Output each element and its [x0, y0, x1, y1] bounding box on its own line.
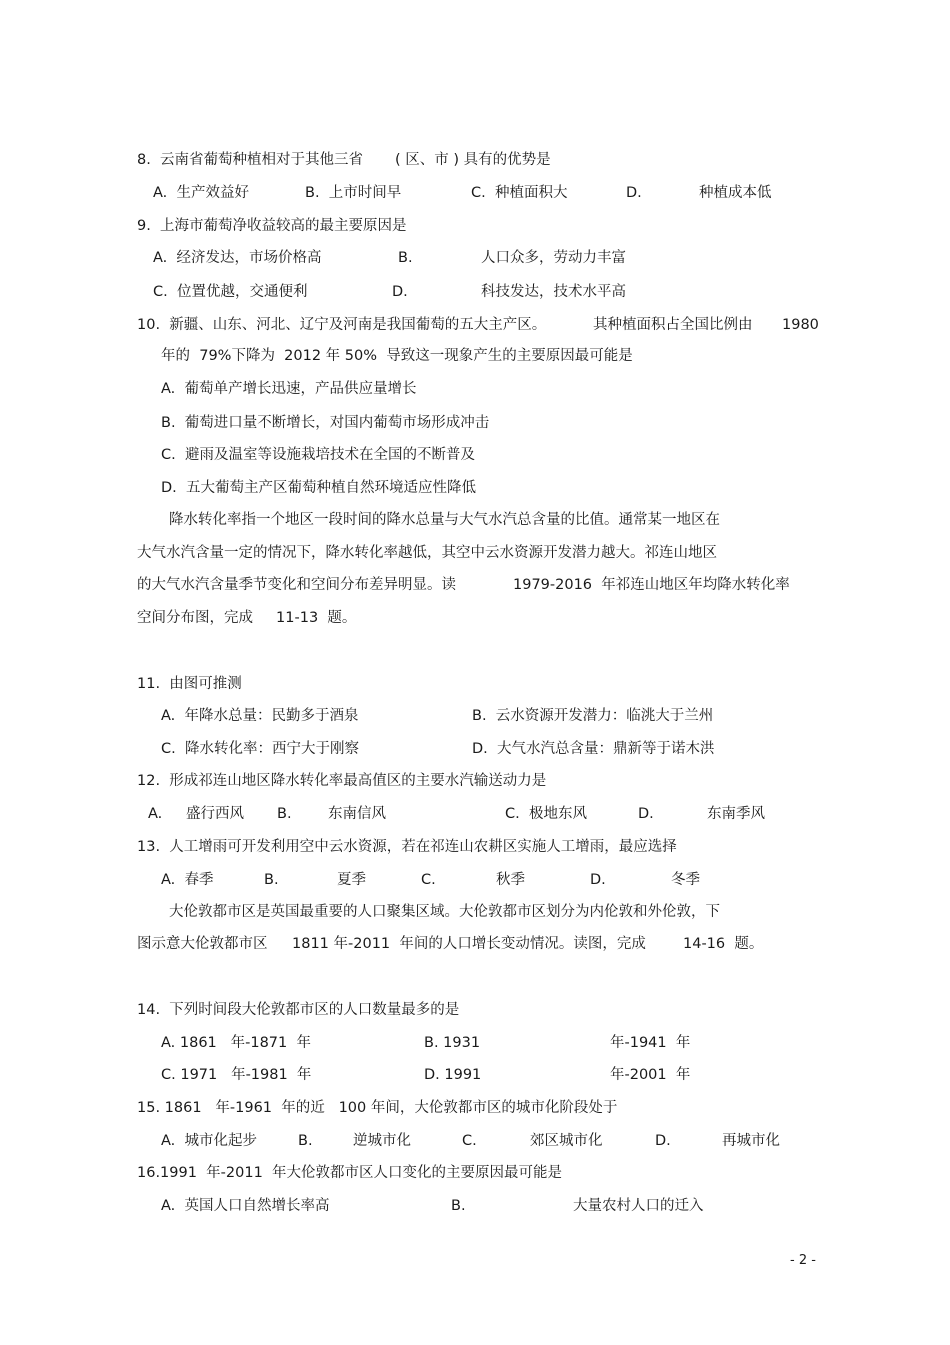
question-13-option-c: 秋季	[496, 872, 525, 888]
question-8-option-d: 种植成本低	[699, 185, 772, 201]
question-12-option-a: 盛行西风	[186, 806, 244, 822]
question-14-option-a: A. 1861 年-1871 年	[161, 1035, 311, 1051]
question-9-option-b: 人口众多，劳动力丰富	[481, 250, 626, 266]
question-12-option-a-label: A.	[148, 806, 163, 822]
question-8-option-d-label: D.	[626, 185, 642, 201]
question-15-option-b: 逆城市化	[353, 1133, 411, 1149]
question-15-stem: 15. 1861 年-1961 年的近 100 年间，大伦敦都市区的城市化阶段处于	[137, 1100, 618, 1116]
passage-1-line1: 降水转化率指一个地区一段时间的降水总量与大气水汽总含量的比值。通常某一地区在	[169, 512, 720, 528]
question-10-stem-line1-cont: 其种植面积占全国比例由	[593, 317, 753, 333]
passage-2-line2: 图示意大伦敦都市区	[137, 936, 268, 952]
question-9-option-b-label: B.	[398, 250, 413, 266]
question-8-option-b: B. 上市时间早	[305, 185, 402, 201]
question-16-option-b: 大量农村人口的迁入	[573, 1198, 704, 1214]
passage-1-line4: 空间分布图，完成 11-13 题。	[137, 610, 357, 626]
question-12-option-c: C. 极地东风	[505, 806, 587, 822]
question-8-stem: 8. 云南省葡萄种植相对于其他三省	[137, 152, 364, 168]
question-9-option-d-label: D.	[392, 284, 408, 300]
question-12-option-b: 东南信风	[328, 806, 386, 822]
question-14-option-d: D. 1991	[424, 1067, 482, 1083]
question-13-option-a: A. 春季	[161, 872, 214, 888]
question-10-option-c: C. 避雨及温室等设施栽培技术在全国的不断普及	[161, 447, 475, 463]
question-15-option-b-label: B.	[298, 1133, 313, 1149]
question-12-option-b-label: B.	[277, 806, 292, 822]
question-13-option-d-label: D.	[590, 872, 606, 888]
question-10-option-d: D. 五大葡萄主产区葡萄种植自然环境适应性降低	[161, 480, 476, 496]
question-16-option-b-label: B.	[451, 1198, 466, 1214]
question-11-option-b: B. 云水资源开发潜力：临洮大于兰州	[472, 708, 714, 724]
passage-1-line3: 的大气水汽含量季节变化和空间分布差异明显。读	[137, 577, 456, 593]
question-11-stem: 11. 由图可推测	[137, 676, 242, 692]
question-11-option-c: C. 降水转化率：西宁大于刚察	[161, 741, 359, 757]
passage-2-line1: 大伦敦都市区是英国最重要的人口聚集区域。大伦敦都市区划分为内伦敦和外伦敦，下	[169, 904, 720, 920]
question-9-option-d: 科技发达，技术水平高	[481, 284, 626, 300]
question-9-option-a: A. 经济发达，市场价格高	[153, 250, 322, 266]
passage-2-line2-end: 14-16 题。	[683, 936, 764, 952]
passage-1-line2: 大气水汽含量一定的情况下，降水转化率越低，其空中云水资源开发潜力越大。祁连山地区	[137, 545, 717, 561]
question-11-option-d: D. 大气水汽总含量：鼎新等于诺木洪	[472, 741, 715, 757]
question-10-stem-line1: 10. 新疆、山东、河北、辽宁及河南是我国葡萄的五大主产区。	[137, 317, 547, 333]
question-15-option-d-label: D.	[655, 1133, 671, 1149]
question-8-stem-cont: ( 区、市 ) 具有的优势是	[395, 152, 551, 168]
question-12-option-d-label: D.	[638, 806, 654, 822]
question-13-option-b-label: B.	[264, 872, 279, 888]
question-10-stem-year: 1980	[782, 317, 819, 333]
question-12-option-d: 东南季风	[707, 806, 765, 822]
question-9-stem: 9. 上海市葡萄净收益较高的最主要原因是	[137, 218, 407, 234]
question-11-option-a: A. 年降水总量：民勤多于酒泉	[161, 708, 359, 724]
question-8-option-c: C. 种植面积大	[471, 185, 568, 201]
question-16-stem: 16.1991 年-2011 年大伦敦都市区人口变化的主要原因最可能是	[137, 1165, 563, 1181]
question-15-option-c: 郊区城市化	[530, 1133, 603, 1149]
question-8-option-a: A. 生产效益好	[153, 185, 249, 201]
question-14-stem: 14. 下列时间段大伦敦都市区的人口数量最多的是	[137, 1002, 460, 1018]
page-number: - 2 -	[790, 1253, 816, 1268]
question-14-option-b-cont: 年-1941 年	[610, 1035, 691, 1051]
question-13-stem: 13. 人工增雨可开发利用空中云水资源，若在祁连山农耕区实施人工增雨，最应选择	[137, 839, 677, 855]
question-15-option-d: 再城市化	[722, 1133, 780, 1149]
passage-1-line3-cont: 1979-2016 年祁连山地区年均降水转化率	[513, 577, 790, 593]
question-10-option-b: B. 葡萄进口量不断增长，对国内葡萄市场形成冲击	[161, 415, 490, 431]
question-14-option-c: C. 1971 年-1981 年	[161, 1067, 312, 1083]
question-13-option-d: 冬季	[671, 872, 700, 888]
question-15-option-c-label: C.	[462, 1133, 477, 1149]
passage-2-line2-cont: 1811 年-2011 年间的人口增长变动情况。读图，完成	[292, 936, 646, 952]
question-15-option-a: A. 城市化起步	[161, 1133, 257, 1149]
question-13-option-b: 夏季	[337, 872, 366, 888]
question-14-option-d-cont: 年-2001 年	[610, 1067, 691, 1083]
question-13-option-c-label: C.	[421, 872, 436, 888]
question-10-option-a: A. 葡萄单产增长迅速，产品供应量增长	[161, 381, 417, 397]
question-10-stem-line2: 年的 79%下降为 2012 年 50% 导致这一现象产生的主要原因最可能是	[161, 348, 633, 364]
question-9-option-c: C. 位置优越，交通便利	[153, 284, 308, 300]
question-16-option-a: A. 英国人口自然增长率高	[161, 1198, 330, 1214]
question-14-option-b: B. 1931	[424, 1035, 481, 1051]
question-12-stem: 12. 形成祁连山地区降水转化率最高值区的主要水汽输送动力是	[137, 773, 547, 789]
